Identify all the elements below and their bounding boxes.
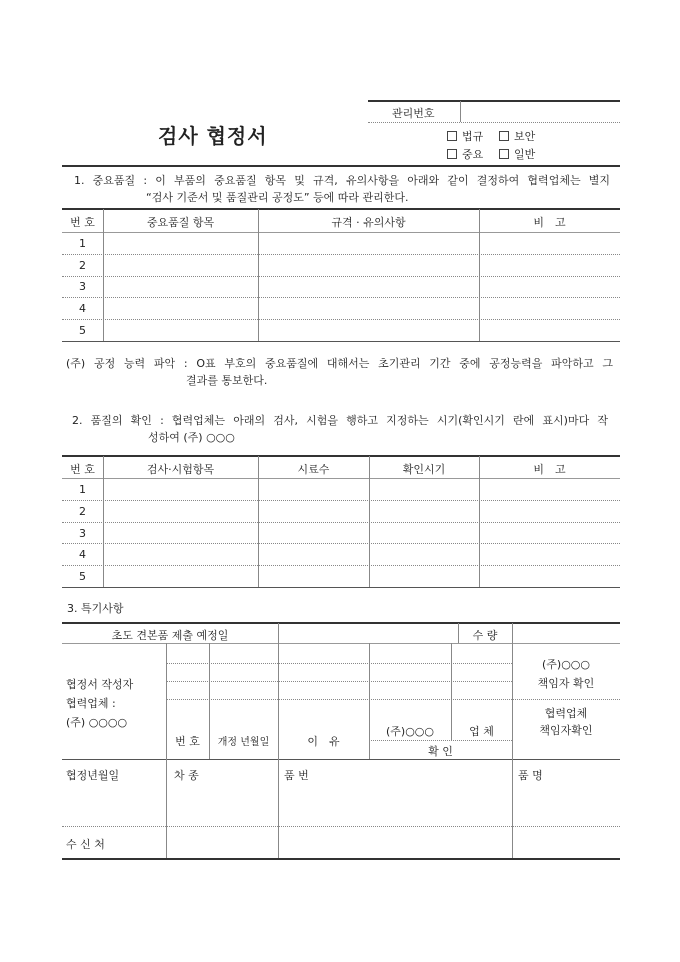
checkbox-important[interactable]: 중요 [447,146,483,162]
partner-label: 협력업체 [544,707,588,720]
row-number: 4 [79,302,86,315]
section3-title: 3. 특기사항 [67,602,124,615]
note-line2: 결과를 통보한다. [186,374,268,387]
revision-number-label: 번 호 [175,735,200,748]
checkbox-icon [499,131,509,141]
section1-line1: 1. 중요품질 : 이 부품의 중요품질 항목 및 규격, 유의사항을 아래와 같이 결정하여 협력업체는 별지 [74,174,610,187]
confirm-label: 확 인 [428,745,453,758]
row-number: 3 [79,527,86,540]
car-type-label: 차 종 [174,769,199,782]
revision-company-label: (주)○○○ [385,725,434,738]
checkbox-general[interactable]: 일반 [499,146,535,162]
row-number: 2 [79,259,86,272]
sample-date-label: 초도 견본품 제출 예정일 [111,629,229,642]
part-number-label: 품 번 [284,769,309,782]
note-line1: (주) 공정 능력 파악 : O표 부호의 중요품질에 대해서는 초기관리 기간 중에 공정능력을 파악하고 그 [66,357,613,370]
company-name: (주)○○○ [541,658,590,671]
row-number: 5 [79,570,86,583]
manager-confirm-label: 책임자 확인 [537,677,595,690]
row-number: 1 [79,237,86,250]
author-company-label: 협력업체 : [66,697,116,710]
header-number: 번 호 [70,463,95,476]
row-number: 5 [79,324,86,337]
header-number: 번 호 [70,216,95,229]
section1-line2: “검사 기준서 및 품질관리 공정도” 등에 따라 관리한다. [146,191,409,204]
row-number: 3 [79,280,86,293]
header-check-timing: 확인시기 [402,463,446,476]
mgmt-number-label: 관리번호 [392,107,435,120]
header-spec: 규격 · 유의사항 [331,216,406,229]
partner-manager-confirm-label: 책임자확인 [539,724,593,737]
section2-line2: 성하여 (주) ○○○ [148,431,235,444]
quantity-label: 수 량 [472,629,498,642]
document-title: 검사 협정서 [158,124,268,148]
header-sample-count: 시료수 [297,463,330,476]
part-name-label: 품 명 [518,769,543,782]
checkbox-icon [499,149,509,159]
reason-label: 이 유 [307,735,340,748]
header-test-item: 검사·시험항목 [146,463,215,476]
vendor-label: 업 체 [469,725,494,738]
revision-date-label: 개정 년월일 [217,737,270,748]
agreement-date-label: 협정년월일 [66,769,120,782]
recipient-label: 수 신 처 [66,838,105,851]
row-number: 4 [79,548,86,561]
header-remarks: 비 고 [533,463,566,476]
author-label: 협정서 작성자 [66,678,134,691]
row-number: 2 [79,505,86,518]
header-remarks: 비 고 [533,216,566,229]
checkbox-icon [447,131,457,141]
row-number: 1 [79,483,86,496]
author-company-name: (주) ○○○○ [66,716,128,729]
checkbox-icon [447,149,457,159]
checkbox-legal[interactable]: 법규 [447,128,483,144]
header-quality-item: 중요품질 항목 [146,216,215,229]
section2-line1: 2. 품질의 확인 : 협력업체는 아래의 검사, 시험을 행하고 지정하는 시기(확인시기 란에 표시)마다 작 [72,414,608,427]
checkbox-security[interactable]: 보안 [499,128,535,144]
